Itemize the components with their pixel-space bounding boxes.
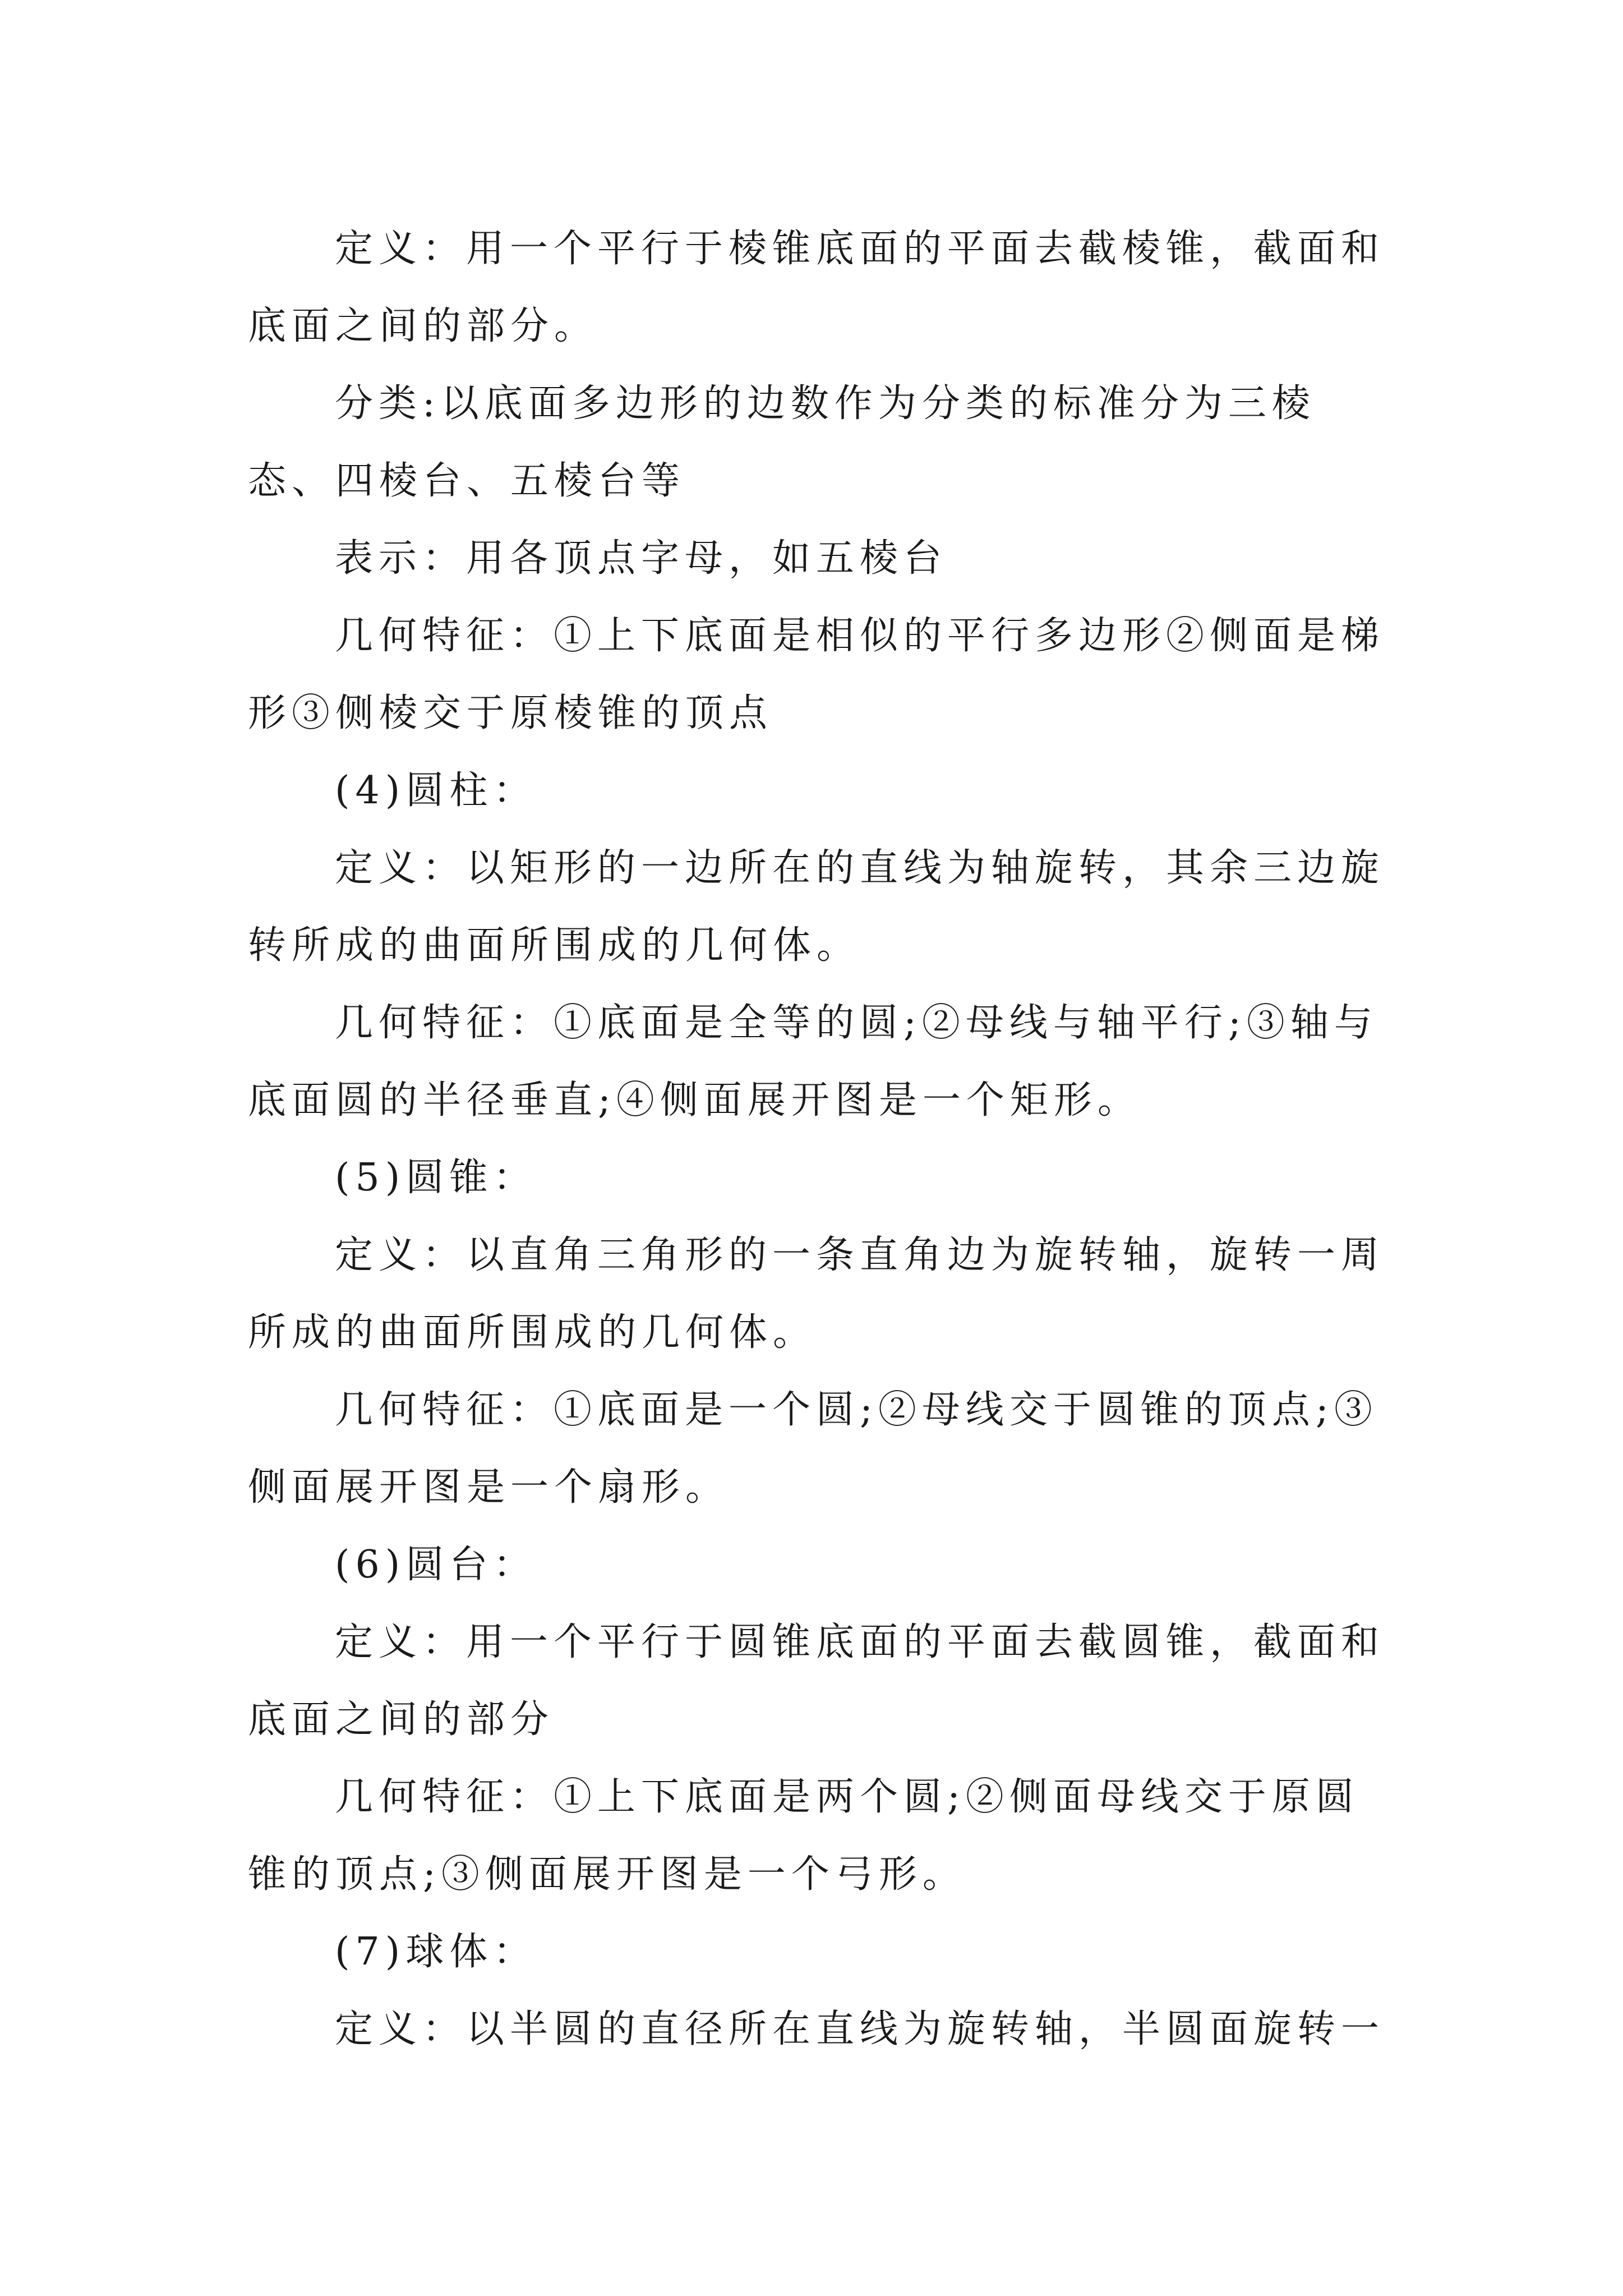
heading-sphere: (7)球体： — [335, 1930, 537, 1974]
paragraph-cone-definition: 定义：以直角三角形的一条直角边为旋转轴，旋转一周所成的曲面所围成的几何体。 — [248, 1233, 1385, 1355]
paragraph-sphere-definition: 定义：以半圆的直径所在直线为旋转轴，半圆面旋转一 — [335, 2007, 1385, 2051]
heading-truncated-cone: (6)圆台： — [335, 1543, 537, 1587]
heading-cylinder: (4)圆柱： — [335, 769, 537, 813]
paragraph-cylinder-features: 几何特征：①底面是全等的圆;②母线与轴平行;③轴与底面圆的半径垂直;④侧面展开图是一个矩形。 — [248, 1001, 1378, 1122]
paragraph-cone-features: 几何特征：①底面是一个圆;②母线交于圆锥的顶点;③侧面展开图是一个扇形。 — [248, 1388, 1378, 1510]
document-body — [248, 210, 1386, 2068]
heading-cone: (5)圆锥： — [335, 1156, 537, 1200]
paragraph-frustum-features: 几何特征：①上下底面是相似的平行多边形②侧面是梯形③侧棱交于原棱锥的顶点 — [248, 614, 1385, 735]
paragraph-truncated-cone-definition: 定义：用一个平行于圆锥底面的平面去截圆锥，截面和底面之间的部分 — [248, 1620, 1385, 1742]
paragraph-frustum-definition: 定义：用一个平行于棱锥底面的平面去截棱锥，截面和底面之间的部分。 — [248, 227, 1385, 348]
paragraph-truncated-cone-features: 几何特征：①上下底面是两个圆;②侧面母线交于原圆锥的顶点;③侧面展开图是一个弓形。 — [248, 1775, 1359, 1897]
paragraph-cylinder-definition: 定义：以矩形的一边所在的直线为轴旋转，其余三边旋转所成的曲面所围成的几何体。 — [248, 846, 1385, 968]
paragraph-frustum-notation: 表示：用各顶点字母，如五棱台 — [335, 536, 948, 581]
paragraph-frustum-classification: 分类:以底面多边形的边数作为分类的标准分为三棱态、四棱台、五棱台等 — [248, 381, 1316, 503]
